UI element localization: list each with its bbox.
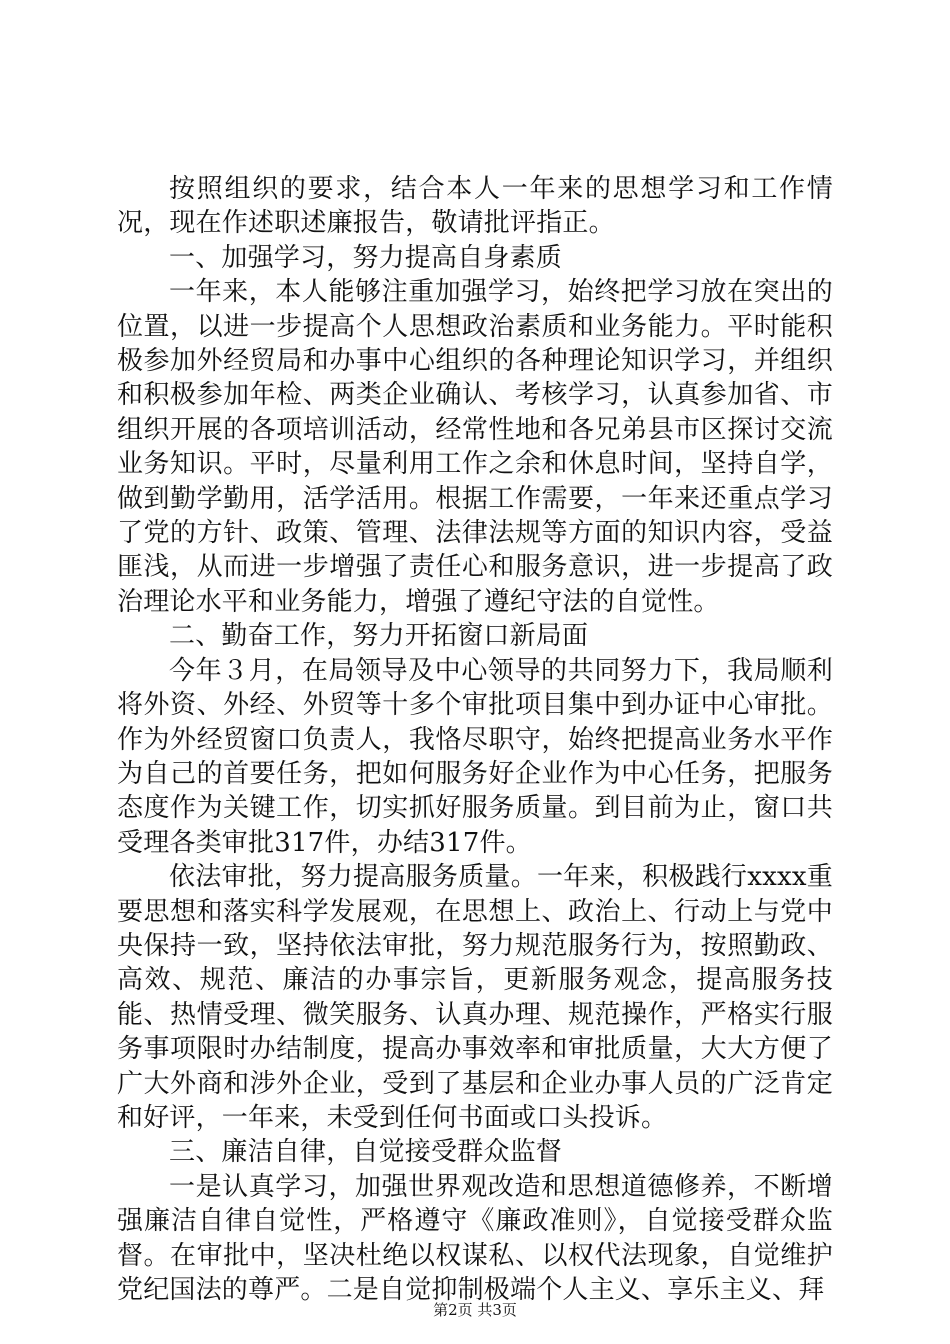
section-heading-study: 一、加强学习，努力提高自身素质 [169,242,563,273]
integrity-paragraph: 一是认真学习，加强世界观改造和思想道德修养，不断增强廉洁自律自觉性，严格遵守《廉政准则》，自觉接受群众监督。在审批中，坚决杜绝以权谋私、以权代法现象，自觉维护党纪国法的尊严。二是自觉抑制极端个人主义、享乐主义、拜 [117,1171,833,1305]
approval-paragraph: 依法审批，努力提高服务质量。一年来，积极践行xxxx重要思想和落实科学发展观，在思想上、政治上、行动上与党中央保持一致，坚持依法审批，努力规范服务行为，按照勤政、高效、规范、廉洁的办事宗旨，更新服务观念，提高服务技能、热情受理、微笑服务、认真办理、规范操作，严格实行服务事项限时办结制度，提高办事效率和审批质量，大大方便了广大外商和涉外企业，受到了基层和企业办事人员的广泛肯定和好评，一年来，未受到任何书面或口头投诉。 [117,862,833,1133]
section-heading-integrity: 三、廉洁自律，自觉接受群众监督 [169,1137,563,1168]
intro-paragraph: 按照组织的要求，结合本人一年来的思想学习和工作情况，现在作述职述廉报告，敬请批评指正。 [117,174,833,239]
study-paragraph: 一年来，本人能够注重加强学习，始终把学习放在突出的位置，以进一步提高个人思想政治素质和业务能力。平时能积极参加外经贸局和办事中心组织的各种理论知识学习，并组织和积极参加年检、两类企业确认、考核学习，认真参加省、市组织开展的各项培训活动，经常性地和各兄弟县市区探讨交流业务知识。平时，尽量利用工作之余和休息时间，坚持自学，做到勤学勤用，活学活用。根据工作需要，一年来还重点学习了党的方针、政策、管理、法律法规等方面的知识内容，受益匪浅，从而进一步增强了责任心和服务意识，进一步提高了政治理论水平和业务能力，增强了遵纪守法的自觉性。 [117,277,833,617]
page-footer: 第2页 共3页 [433,1301,517,1319]
work-paragraph: 今年３月，在局领导及中心领导的共同努力下，我局顺利将外资、外经、外贸等十多个审批项目集中到办证中心审批。作为外经贸窗口负责人，我恪尽职守，始终把提高业务水平作为自己的首要任务，把如何服务好企业作为中心任务，把服务态度作为关键工作，切实抓好服务质量。到目前为止，窗口共受理各类审批317件，办结317件。 [117,655,833,858]
document-body [117,172,833,1307]
section-heading-work: 二、勤奋工作，努力开拓窗口新局面 [169,621,589,652]
